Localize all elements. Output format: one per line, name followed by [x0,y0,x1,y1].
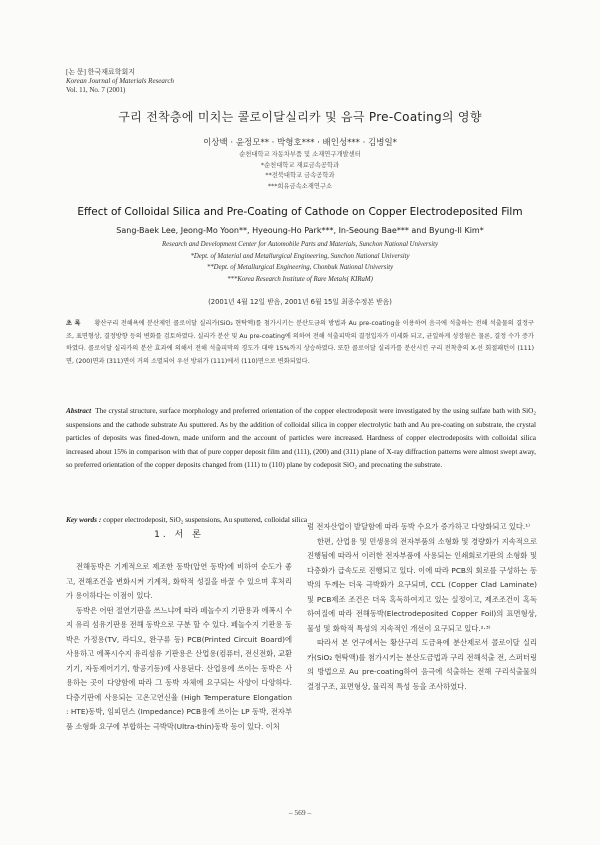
abstract-korean [66,318,534,368]
affiliation-en-2: **Dept. of Metallurgical Engineering, Chonbuk National University [206,264,394,271]
title-english: Effect of Colloidal Silica and Pre-Coating of Cathode on Copper Electrodeposited Film [77,206,523,218]
abstract-english-text: The crystal structure, surface morphology and preferred orientation of the copper electrodeposit were investigated by the using sulfate bath with SiO₂ suspensions and the cathode substrate Au sputtered. As by the addition of colloidal silica in copper electrolytic bath and Au pre-coating on substrate, the crystal particles of deposits was fined-down, made uniform and the account of particles were increased. Hardness of copper electrodeposits with colloidal silica increased about 15% in comparison with that of pure copper deposit film and (111), (200) and (311) plane of X-ray diffraction patterns were almost swept away, so preferred orientation of the copper deposits changed from (111) to (110) plane by codeposit SiO₂ and precoating the substrate. [66,406,536,470]
right-column [307,520,537,694]
abstract-english-label: Abstract [66,406,92,415]
right-paragraph: 한편, 산업용 및 민생용의 전자부품의 소형화 및 경량화가 지속적으로 진행됨에 따라서 이러한 전자부품에 사용되는 인쇄회로기판의 소형화 및 다층화가 급속도로 진행되고 있다. 이에 따라 PCB의 회로를 구성하는 동박의 두께는 더욱 극박화가 요구되며, CCL (Copper Clad Laminate) 및 PCB제조 조건은 더욱 혹독하여지고 있는 실정이고, 제조조건이 혹독하여질에 따라 전해동박(Electrodeposited Copper Foil)의 표면형상, 물성 및 화학적 특성의 지속적인 개선이 요구되고 있다.²·³⁾ [307,536,537,633]
authors-english: Sang-Baek Lee, Jeong-Mo Yoon**, Hyeoung-Ho Park***, In-Seoung Bae*** and Byung-Il Kim* [116,226,484,235]
keywords-text: copper electrodeposit, SiO₂ suspensions, Au sputtered, colloidal silica [101,515,308,524]
keywords [66,515,307,524]
keywords-label: Key words : [66,515,102,524]
title-korean: 구리 전착층에 미치는 콜로이달실리카 및 음극 Pre-Coating의 영향 [118,110,482,124]
left-paragraph: 전해동박은 기계적으로 제조한 동박(압연 동박)에 비하여 순도가 좋고, 전해조건을 변화시켜 기계적, 화학적 성질을 바꿀 수 있으며 후처리가 용이하다는 이점이 있다. [66,562,292,600]
journal-volume: Vol. 11, No. 7 (2001) [66,86,126,94]
affiliations-english [0,239,600,285]
page-number: – 569 – [288,808,312,817]
authors-korean: 이상백 · 윤정모** · 박형호*** · 배인성*** · 김병일* [203,138,397,148]
affiliation-en-0: Research and Development Center for Automobile Parts and Materials, Sunchon National University [162,241,438,248]
affiliation-en-1: *Dept. of Material and Metallurgical Engineering, Sunchon National University [190,252,410,260]
abstract-english [66,404,536,472]
left-paragraph: 동박은 어떤 절연기판을 쓰느냐에 따라 페놀수지 기판용과 에폭시 수지 유리 섬유기판용 전해 동박으로 구분 할 수 있다. 페놀수지 기판용 동박은 가정용(TV, 라디오, 완구류 등) PCB(Printed Circuit Board)에 사용하고 에폭시수지 유리섬유 기판용은 산업용(컴퓨터, 전신전화, 교환기기, 자동제어기기, 항공기등)에 사용된다. 산업용에 쓰이는 동박은 사용하는 곳이 다양함에 따라 그 동박 자체에 요구되는 사양이 다양하다. 다층기판에 사용되는 고온고연신율 (High Temperature Elongation : HTE)동박, 임피던스 (Impedance) PCB용에 쓰이는 LP 동박, 전자부품 소형화 요구에 부합하는 극박막(Ultra-thin)동박 등이 있다. 이처 [66,605,292,731]
right-paragraph: 럼 전자산업이 발달함에 따라 동박 수요가 증가하고 다양화되고 있다.¹⁾ [307,522,530,531]
affiliation-en-3: ***Korea Research Institute of Rare Metals( KIRaM) [227,275,373,283]
journal-label: [논 문] 한국재료학회지 [66,68,136,76]
received-dates: (2001년 4월 12일 받음, 2001년 6월 15일 최종수정본 받음) [208,298,392,306]
affiliation-ko-2: **전북대학교 금속공학과 [265,172,335,179]
journal-name: Korean Journal of Materials Research [66,77,174,85]
abstract-korean-label: 초 록 [66,320,81,327]
affiliation-ko-1: *순천대학교 재료금속공학과 [260,161,340,169]
abstract-korean-text: 황산구리 전해욕에 분산제인 콜로이달 실리카(SiO₂ 현탁액)를 첨가시키는 분산도금의 방법과 Au pre-coating을 이용하여 음극에 석출하는 전해 석출물의 결정구조, 표면형상, 결정방향 등의 변화를 검토하였다. 실리카 분산 및 Au pre-coating에 의하여 전해 석출피막의 결정입자가 미세화 되고, 균일하게 성장됨은 물론, 결정 수가 증가하였다. 콜로이달 실리카의 분산 효과에 의해서 전해 석출피막의 경도가 대략 15%까지 상승하였다. 또한 콜로이달 실리카를 분산시킨 구리 전착층의 X-선 회절패턴이 (111)면, (200)면과 (311)면이 거의 소멸되어 우선 방위가 (111)에서 (110)면으로 변화되었다. [66,320,534,365]
affiliations-korean [0,150,600,192]
affiliation-ko-0: 순천대학교 자동차부품 및 소재연구개발센터 [239,151,361,158]
left-column [66,560,292,734]
right-paragraph: 따라서 본 연구에서는 황산구리 도금욕에 분산제로서 콜로이달 실리카(SiO₂ 현탁액)를 첨가시키는 분산도금법과 구리 전해석출 전, 스퍼터링의 방법으로 Au pre-coating하여 음극에 석출하는 전해 구리석출물의 결정구조, 표면형상, 물리적 특성 등을 조사하였다. [307,638,537,691]
journal-header [66,68,174,95]
section-heading-introduction: 1. 서 론 [154,530,204,540]
affiliation-ko-3: ***희유금속소재연구소 [267,182,333,190]
